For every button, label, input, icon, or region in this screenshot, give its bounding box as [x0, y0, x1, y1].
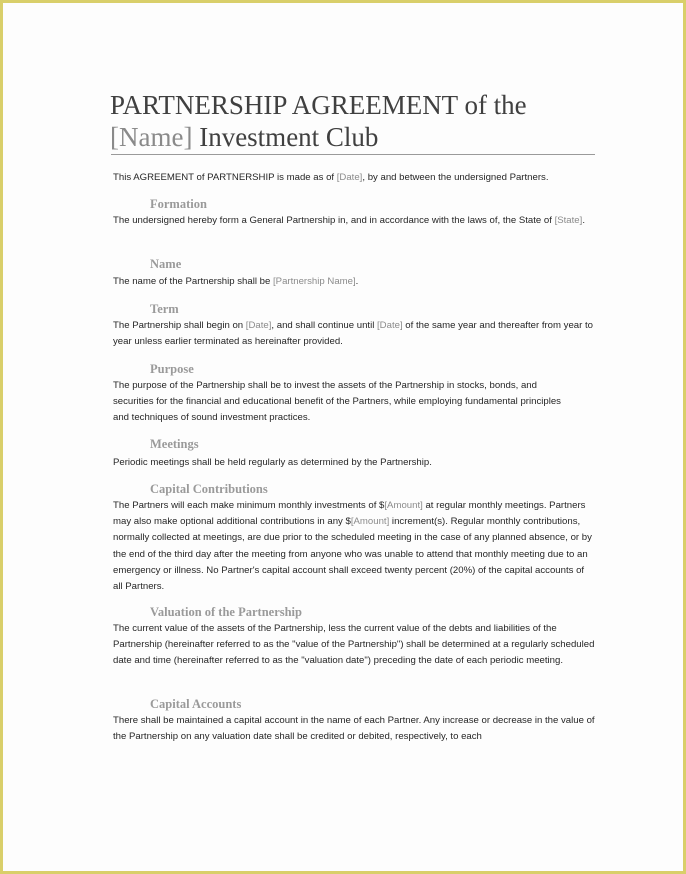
- amount-placeholder: [Amount]: [384, 500, 423, 511]
- document-title: [110, 89, 527, 153]
- section-body-capital-accounts: There shall be maintained a capital account in the name of each Partner. Any increase or decrease in the value of the Partnership on any valuation date shall be credited or debited, respectively, to each: [113, 715, 595, 743]
- section-body-term: The Partnership shall begin on [Date], and shall continue until [Date] of the same year and thereafter from year to year unless earlier terminated as hereinafter provided.: [113, 320, 593, 348]
- section-body-formation: The undersigned hereby form a General Partnership in, and in accordance with the laws of, the State of [State].: [113, 215, 585, 226]
- section-title: Capital Contributions: [150, 482, 268, 496]
- section-title: Capital Accounts: [150, 697, 242, 711]
- state-placeholder: [State]: [554, 215, 583, 226]
- section-title: Name: [150, 257, 182, 271]
- intro-paragraph: This AGREEMENT of PARTNERSHIP is made as of [Date], by and between the undersigned Partners.: [113, 172, 549, 183]
- section-body-capital-contributions: The Partners will each make minimum monthly investments of $[Amount] at regular monthly meetings. Partners may also make optional additional contributions in any $[Amount] increment(s). Regular monthly contributions, normally collected at meetings, are due prior to the scheduled meeting in the case of any planned absence, or by the end of the third day after the meeting from anyone who was unable to attend that monthly meeting due to an emergency or illness. No Partner's capital account shall exceed twenty percent (20%) of the capital accounts of all Partners.: [113, 500, 592, 593]
- section-body-purpose: The purpose of the Partnership shall be to invest the assets of the Partnership in stocks, bonds, and securities for the financial and educational benefit of the Partners, while employing fundamental principles and techniques of sound investment practices.: [113, 380, 561, 424]
- end-date-placeholder: [Date]: [377, 320, 403, 331]
- title-name-placeholder: [Name]: [110, 122, 193, 152]
- section-title: Purpose: [150, 362, 194, 376]
- section-title: Valuation of the Partnership: [150, 605, 302, 619]
- title-divider: [111, 154, 595, 155]
- section-body-name: The name of the Partnership shall be [Partnership Name].: [113, 276, 359, 287]
- section-title: Term: [150, 302, 179, 316]
- start-date-placeholder: [Date]: [245, 320, 272, 331]
- section-body-meetings: Periodic meetings shall be held regularly as determined by the Partnership.: [113, 457, 432, 468]
- section-body-valuation: The current value of the assets of the Partnership, less the current value of the debts and liabilities of the Partnership (hereinafter referred to as the "value of the Partnership") shall be determined at a regularly scheduled date and time (hereinafter referred to as the "valuation date") preceding the date of each periodic meeting.: [113, 623, 595, 667]
- section-title: Meetings: [150, 437, 199, 451]
- date-placeholder: [Date]: [336, 172, 363, 183]
- title-line-2: Investment Club: [192, 122, 379, 152]
- section-title: Formation: [150, 197, 207, 211]
- partnership-name-placeholder: [Partnership Name]: [273, 276, 356, 287]
- increment-amount-placeholder: [Amount]: [350, 516, 390, 528]
- title-line-1: PARTNERSHIP AGREEMENT of the: [110, 90, 527, 120]
